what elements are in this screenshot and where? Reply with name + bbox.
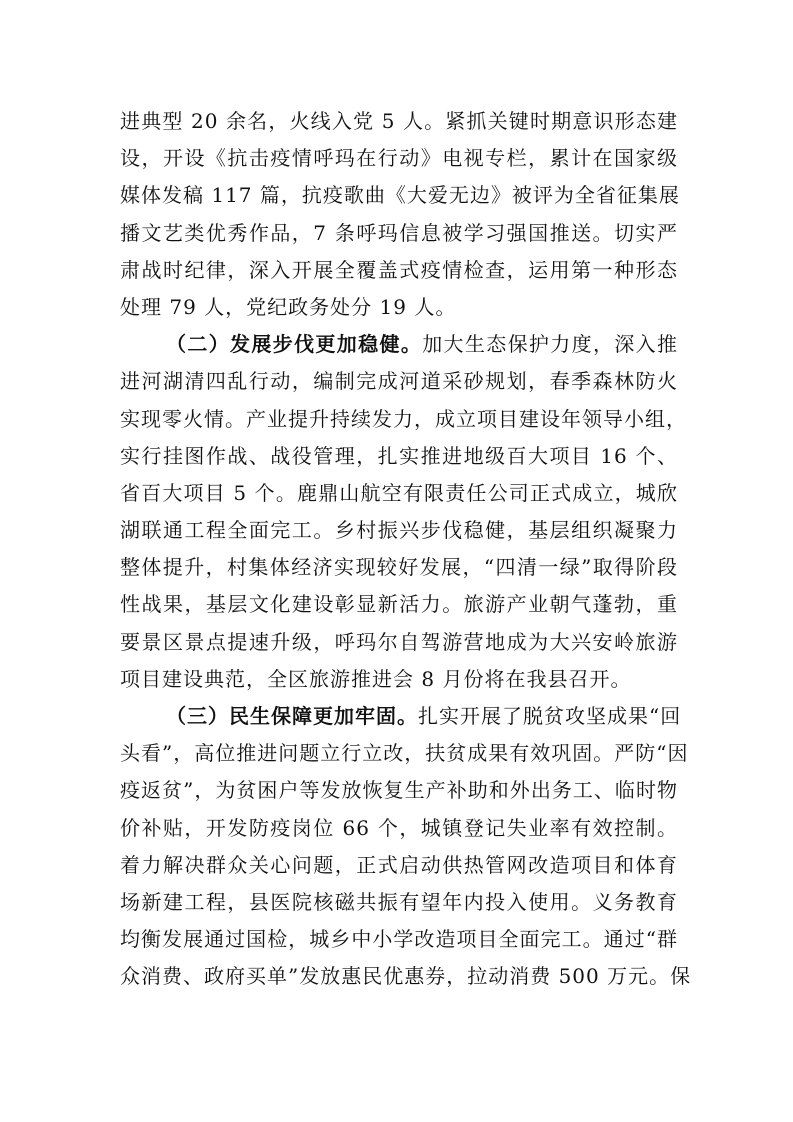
- text-line: 场新建工程，县医院核磁共振有望年内投入使用。义务教育: [120, 889, 678, 914]
- text-line: 处理 79 人，党纪政务处分 19 人。: [120, 294, 457, 319]
- text-line: 均衡发展通过国检，城乡中小学改造项目全面完工。通过“群: [120, 927, 678, 952]
- section-heading: （三）民生保障更加牢固。: [166, 704, 418, 728]
- text-line: 进典型 20 余名，火线入党 5 人。紧抓关键时期意识形态建: [120, 109, 678, 133]
- text-line: 湖联通工程全面完工。乡村振兴步伐稳健，基层组织凝聚力: [120, 518, 678, 543]
- text-line: 肃战时纪律，深入开展全覆盖式疫情检查，运用第一种形态: [120, 257, 678, 282]
- text-line: [120, 326, 678, 363]
- text-line: 疫返贫”，为贫困户等发放恢复生产补助和外出务工、临时物: [120, 778, 678, 803]
- text-line: 要景区景点提速升级，呼玛尔自驾游营地成为大兴安岭旅游: [120, 629, 678, 654]
- text-line: 省百大项目 5 个。鹿鼎山航空有限责任公司正式成立，城欣: [120, 480, 678, 505]
- text-line: 设，开设《抗击疫情呼玛在行动》电视专栏，累计在国家级: [120, 146, 678, 171]
- text-span: 加大生态保护力度，深入推: [422, 332, 679, 357]
- text-line: 媒体发稿 117 篇，抗疫歌曲《大爱无边》被评为全省征集展: [120, 183, 680, 208]
- text-line: 着力解决群众关心问题，正式启动供热管网改造项目和体育: [120, 852, 678, 877]
- text-line: 众消费、政府买单”发放惠民优惠券，拉动消费 500 万元。保: [120, 964, 692, 989]
- paragraph-1: [120, 103, 678, 326]
- document-page: [120, 103, 692, 996]
- text-line: 进河湖清四乱行动，编制完成河道采砂规划，春季森林防火: [120, 369, 678, 394]
- text-line: 实现零火情。产业提升持续发力，成立项目建设年领导小组，: [120, 406, 687, 431]
- paragraph-3: [120, 698, 692, 996]
- text-span: 扎实开展了脱贫攻坚成果“回: [418, 704, 682, 728]
- paragraph-2: [120, 326, 687, 698]
- text-line: 项目建设典范，全区旅游推进会 8 月份将在我县召开。: [120, 666, 632, 691]
- text-line: [120, 698, 682, 735]
- text-line: 头看”，高位推进问题立行立改，扶贫成果有效巩固。严防“因: [120, 741, 689, 766]
- text-line: 整体提升，村集体经济实现较好发展，“四清一绿”取得阶段: [120, 555, 678, 580]
- section-heading: （二）发展步伐更加稳健。: [166, 332, 423, 357]
- text-line: 性战果，基层文化建设彰显新活力。旅游产业朝气蓬勃，重: [120, 592, 678, 617]
- text-line: 价补贴，开发防疫岗位 66 个，城镇登记失业率有效控制。: [120, 815, 678, 840]
- text-line: 播文艺类优秀作品，7 条呼玛信息被学习强国推送。切实严: [120, 220, 678, 245]
- text-line: 实行挂图作战、战役管理，扎实推进地级百大项目 16 个、: [120, 443, 678, 468]
